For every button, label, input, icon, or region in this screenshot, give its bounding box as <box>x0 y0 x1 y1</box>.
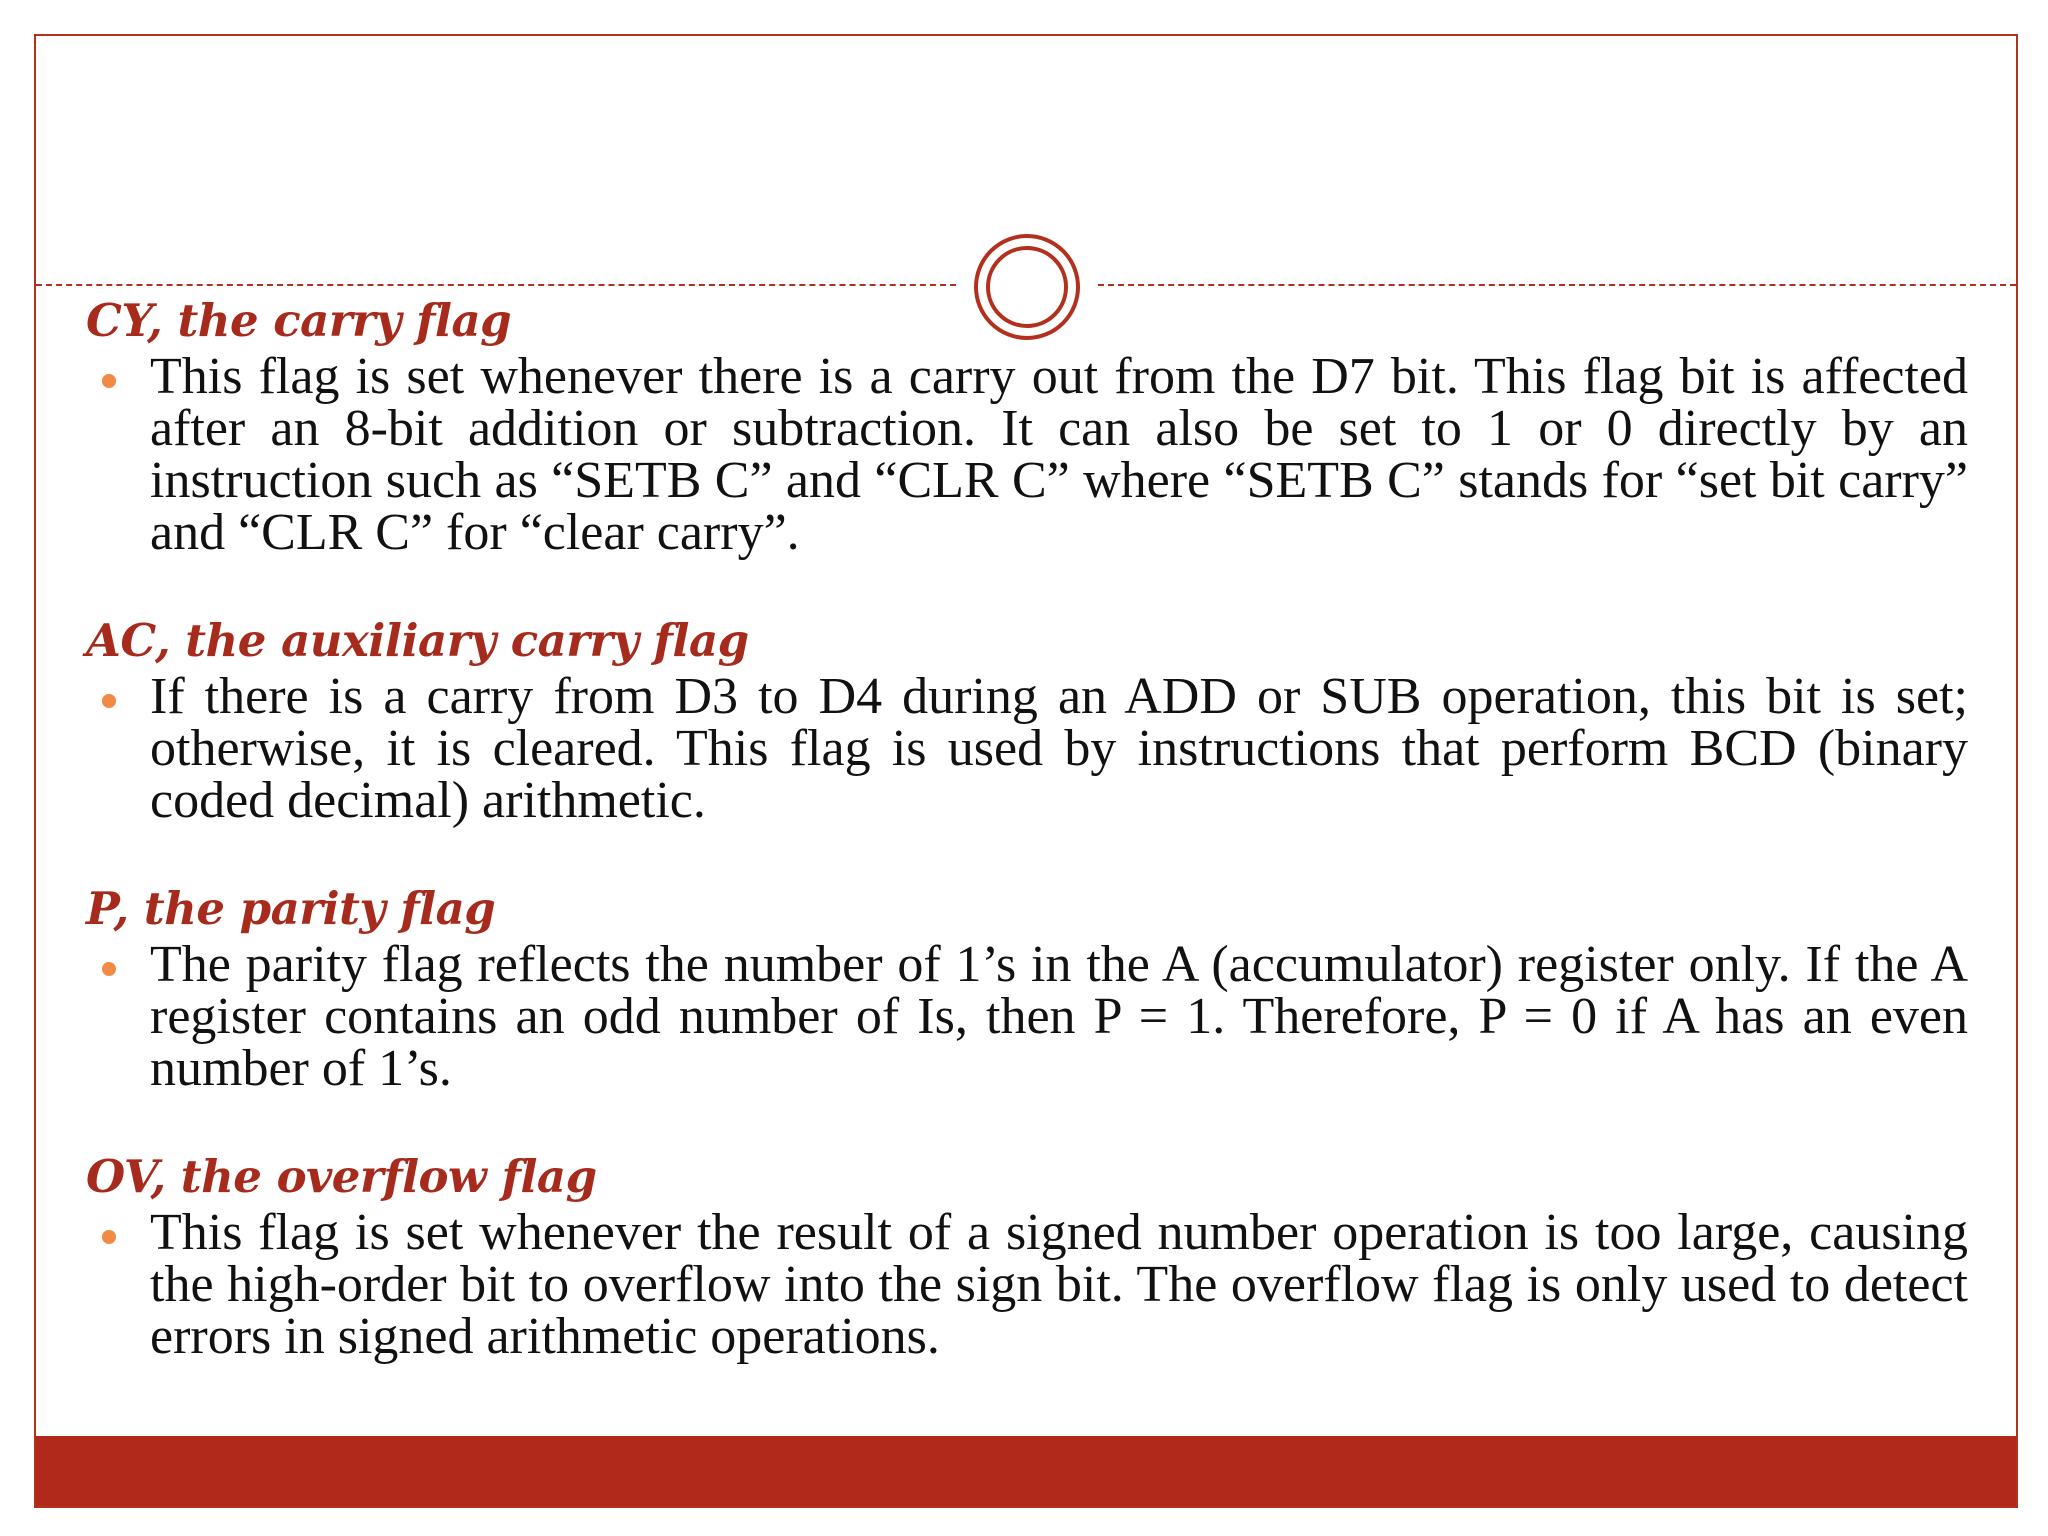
spacer <box>86 827 1968 879</box>
slide-content <box>86 291 1968 1363</box>
header-divider-left <box>36 284 956 286</box>
spacer <box>86 1095 1968 1147</box>
section-overflow-flag <box>86 1147 1968 1363</box>
bullet-item <box>86 348 1968 561</box>
section-auxiliary-carry-flag <box>86 611 1968 827</box>
section-parity-flag <box>86 879 1968 1095</box>
bullet-text: The parity flag reflects the number of 1’s in the A (accumulator) register only. If the A register contains an odd number of Is, then P = 1. Therefore, P = 0 if A has an even number of 1’s. <box>150 936 1968 1097</box>
section-carry-flag <box>86 291 1968 559</box>
bullet-icon <box>102 1230 116 1244</box>
bullet-item <box>86 668 1968 829</box>
section-heading: OV, the overflow flag <box>86 1150 597 1203</box>
footer-bar <box>36 1436 2016 1506</box>
section-heading: AC, the auxiliary carry flag <box>86 614 749 667</box>
section-heading: CY, the carry flag <box>86 294 512 347</box>
bullet-icon <box>102 694 116 708</box>
bullet-icon <box>102 962 116 976</box>
header-divider-right <box>1098 284 2016 286</box>
bullet-text: This flag is set whenever the result of a signed number operation is too large, causing the high-order bit to overflow into the sign bit. The overflow flag is only used to detect errors in signed arithmetic operations. <box>150 1204 1968 1365</box>
bullet-item <box>86 1204 1968 1365</box>
bullet-icon <box>102 374 116 388</box>
bullet-text: If there is a carry from D3 to D4 during an ADD or SUB operation, this bit is set; otherwise, it is cleared. This flag is used by instructions that perform BCD (binary coded decimal) arithmetic. <box>150 668 1968 829</box>
bullet-item <box>86 936 1968 1097</box>
bullet-text: This flag is set whenever there is a carry out from the D7 bit. This flag bit is affected after an 8-bit addition or subtraction. It can also be set to 1 or 0 directly by an instruction such as “SETB C” and “CLR C” where “SETB C” stands for “set bit carry” and “CLR C” for “clear carry”. <box>150 348 1968 561</box>
section-heading: P, the parity flag <box>86 882 496 935</box>
spacer <box>86 559 1968 611</box>
slide <box>34 34 2018 1508</box>
